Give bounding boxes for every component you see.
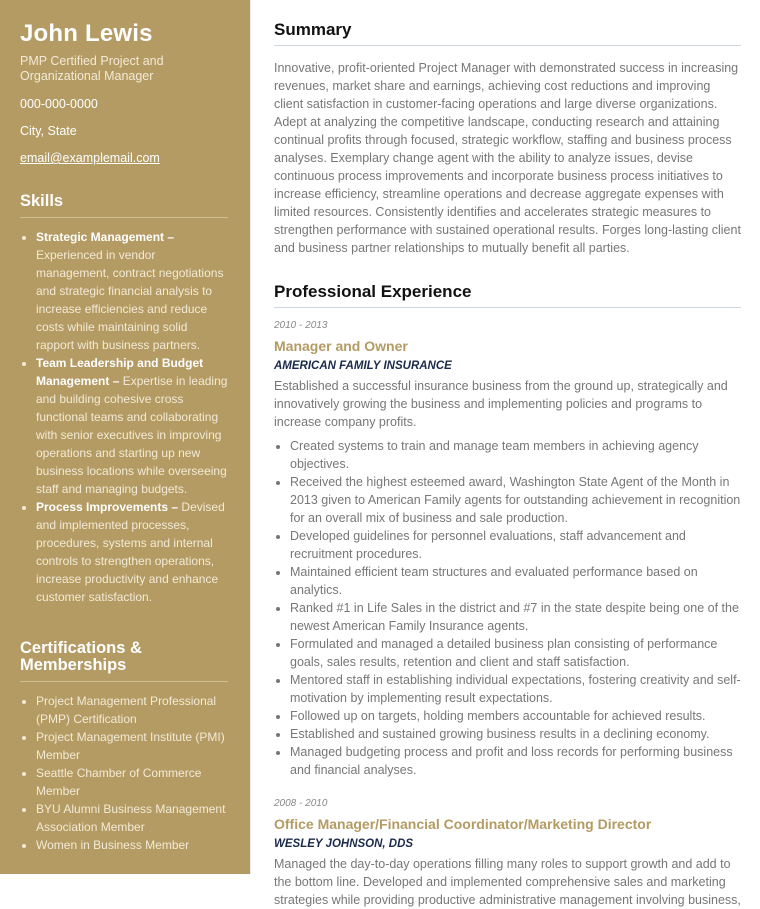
sidebar: [0, 0, 250, 874]
job-achievements: [274, 437, 741, 779]
job-title: Manager and Owner: [274, 338, 408, 354]
skill-title: Process Improvements: [36, 500, 169, 514]
job-dates: 2010 - 2013: [274, 320, 328, 331]
email-link[interactable]: email@examplemail.com: [20, 151, 160, 165]
achievement-item: • Developed guidelines for personnel evaluations, staff advancement and recruitment procedures.: [290, 527, 741, 563]
certification-item: • BYU Alumni Business Management Association Member: [36, 800, 228, 836]
job-title: Office Manager/Financial Coordinator/Marketing Director: [274, 816, 652, 832]
job-entry: [274, 320, 741, 779]
location: City, State: [20, 124, 77, 138]
achievement-item: • Established and sustained growing business results in a declining economy.: [290, 725, 741, 743]
achievement-item: • Ranked #1 in Life Sales in the district and #7 in the state despite being one of the newest American Family Insurance agents.: [290, 599, 741, 635]
achievement-item: • Followed up on targets, holding members accountable for achieved results.: [290, 707, 741, 725]
candidate-name: John Lewis: [20, 20, 153, 47]
certification-item: • Women in Business Member: [36, 836, 228, 854]
skill-item: [36, 354, 228, 498]
certifications-list: [20, 692, 228, 854]
email-line: [20, 151, 228, 165]
job-entry: [274, 798, 741, 909]
certification-item: • Seattle Chamber of Commerce Member: [36, 764, 228, 800]
achievement-item: • Formulated and managed a detailed business plan consisting of performance goals, sales results, retention and client and staff satisfaction.: [290, 635, 741, 671]
skill-description: Devised and implemented processes, procedures, systems and internal controls to strengthen operations, increase productivity and enhance customer satisfaction.: [36, 500, 225, 604]
achievement-item: • Created systems to train and manage team members in achieving agency objectives.: [290, 437, 741, 473]
job-description: Managed the day-to-day operations filling many roles to support growth and add to the bottom line. Developed and implemented comprehensive sales and marketing strategies while providing productive administrative management involving business,: [274, 857, 741, 907]
summary-text: Innovative, profit-oriented Project Manager with demonstrated success in increasing revenues, market share and earnings, achieving cost reductions and improving client satisfaction in customer-facing operations and large diverse organizations. Adept at analyzing the competitive landscape, conducting research and attaining continual profits through focused, strategic workflow, staffing and business process analyses. Exemplary change agent with the ability to analyze issues, devise continuous process improvements and incorporate business process initiatives to increase efficiency, streamline operations and decrease aggregate expenses with limited resources. Consistently identifies and accelerates strategic measures to strengthen performance with sustained operational results. Forges long-lasting client and business partner relationships to mutually benefit all parties.: [274, 61, 741, 255]
certification-item: • Project Management Professional (PMP) Certification: [36, 692, 228, 728]
achievement-item: • Mentored staff in establishing individual expectations, fostering creativity and self-motivation by implementing result expectations.: [290, 671, 741, 707]
skill-item: [36, 228, 228, 354]
skill-title: Team Leadership and Budget Management: [36, 356, 204, 388]
skill-description: Experienced in vendor management, contract negotiations and strategic financial analysis to increase efficiencies and reduce costs while maintaining solid rapport with business partners.: [36, 248, 224, 352]
company-name: WESLEY JOHNSON, DDS: [274, 838, 414, 850]
main-content: [274, 20, 741, 909]
skill-separator: –: [164, 230, 175, 244]
achievement-item: • Managed budgeting process and profit and loss records for performing business and financial analyses.: [290, 743, 741, 779]
certifications-heading: Certifications & Memberships: [20, 640, 228, 682]
company-name: AMERICAN FAMILY INSURANCE: [274, 360, 452, 372]
summary-heading: Summary: [274, 20, 741, 46]
skill-item: [36, 498, 228, 606]
skills-heading: Skills: [20, 193, 228, 218]
skill-separator: –: [109, 374, 123, 388]
achievement-item: • Received the highest esteemed award, Washington State Agent of the Month in 2013 given to American Family agents for outstanding achievement in recognition for an overall mix of business and sale production.: [290, 473, 741, 527]
skills-list: [20, 228, 228, 606]
skill-description: Expertise in leading and building cohesive cross functional teams and collaborating with senior executives in improving operations and starting up new business locations while overseeing staff and managing budgets.: [36, 374, 228, 496]
skill-separator: –: [168, 500, 182, 514]
job-dates: 2008 - 2010: [274, 798, 328, 809]
job-description: Established a successful insurance business from the ground up, strategically and innovatively growing the business and implementing policies and programs to increase company profits.: [274, 379, 728, 429]
phone: 000-000-0000: [20, 97, 98, 111]
column-divider: [250, 0, 251, 874]
certification-item: • Project Management Institute (PMI) Member: [36, 728, 228, 764]
skill-title: Strategic Management: [36, 230, 165, 244]
candidate-headline: PMP Certified Project and Organizational Manager: [20, 54, 164, 83]
achievement-item: • Maintained efficient team structures and evaluated performance based on analytics.: [290, 563, 741, 599]
experience-heading: Professional Experience: [274, 282, 741, 308]
